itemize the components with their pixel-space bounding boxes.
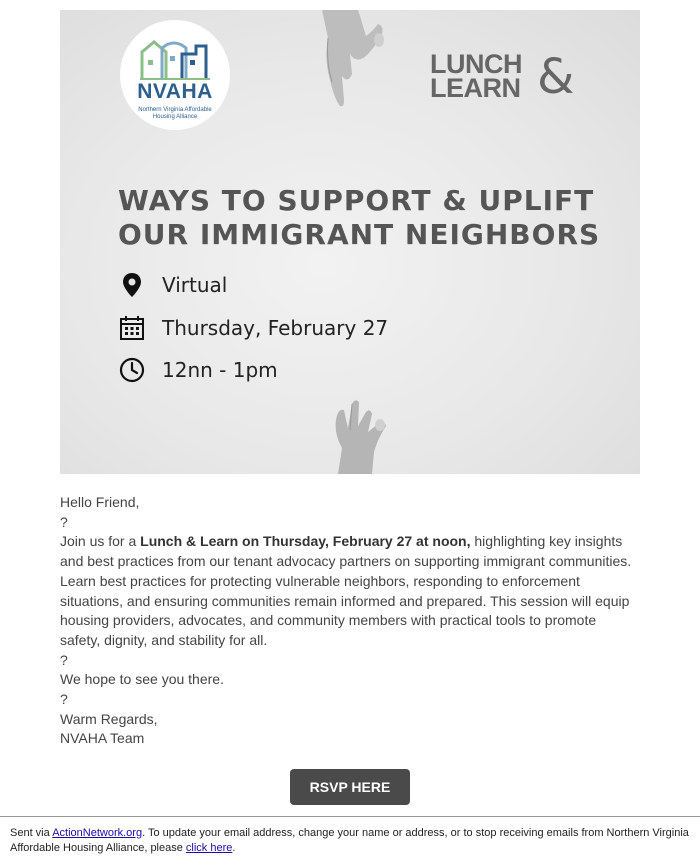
spacer-line: ?: [60, 651, 68, 668]
email-footer: [0, 816, 700, 867]
hand-bottom-image: [322, 394, 402, 474]
footer-prefix: Sent via: [10, 827, 53, 839]
intro-before: Join us for a: [60, 533, 141, 550]
event-location: [118, 270, 227, 300]
event-headline: [118, 184, 618, 252]
houses-logo-icon: [140, 38, 210, 82]
unsubscribe-link[interactable]: click here: [185, 842, 233, 854]
nvaha-logo: [120, 20, 230, 130]
nvaha-logo-subtitle: Northern Virginia Affordable Housing Alliance: [138, 107, 212, 120]
footer-middle: . To update your email address, change your name or address, or to stop receiving emails from Northern Virginia Affordable Housing Alliance, please: [10, 827, 689, 854]
lunch-logo-line1: LUNCH: [430, 49, 522, 79]
footer-suffix: .: [232, 842, 236, 854]
footer-text: [10, 826, 695, 856]
event-location-text: Virtual: [162, 273, 228, 297]
map-pin-icon: [118, 271, 146, 299]
closing-hope: We hope to see you there.: [60, 671, 224, 688]
headline-line-2: OUR IMMIGRANT NEIGHBORS: [118, 218, 601, 251]
actionnetwork-link[interactable]: ActionNetwork.org: [52, 827, 143, 839]
signature-team: NVAHA Team: [60, 730, 145, 747]
intro-bold: Lunch & Learn on Thursday, February 27 at noon,: [140, 533, 471, 550]
spacer-line: ?: [60, 691, 68, 708]
nvaha-logo-text: NVAHA: [137, 80, 213, 103]
event-time-text: 12nn - 1pm: [162, 358, 278, 382]
calendar-icon: [118, 314, 146, 342]
event-time: [118, 355, 278, 385]
event-date-text: Thursday, February 27: [162, 316, 389, 340]
greeting: Hello Friend,: [60, 494, 140, 510]
lunch-logo-ampersand: &: [537, 49, 574, 105]
event-date: [118, 313, 388, 343]
event-banner: [60, 10, 640, 474]
email-body: [60, 493, 640, 749]
clock-icon: [118, 356, 146, 384]
headline-line-1: WAYS TO SUPPORT & UPLIFT: [118, 184, 595, 217]
rsvp-button[interactable]: RSVP HERE: [290, 769, 410, 805]
hand-top-image: [308, 10, 388, 110]
intro-after: highlighting key insights and best practices from our tenant advocacy partners on supporting immigrant communities. Learn best practices for protecting vulnerable neighbors, responding to enforcement situations, and ensuring communities remain informed and prepared. This session will equip housing providers, advocates, and community members with practical tools to promote safety, dignity, and stability for all.: [60, 533, 632, 648]
intro-paragraph: [60, 532, 640, 650]
lunch-learn-logo: [430, 50, 590, 106]
signoff: Warm Regards,: [60, 710, 158, 727]
lunch-logo-line2: LEARN: [430, 73, 521, 103]
spacer-line: ?: [60, 513, 68, 530]
